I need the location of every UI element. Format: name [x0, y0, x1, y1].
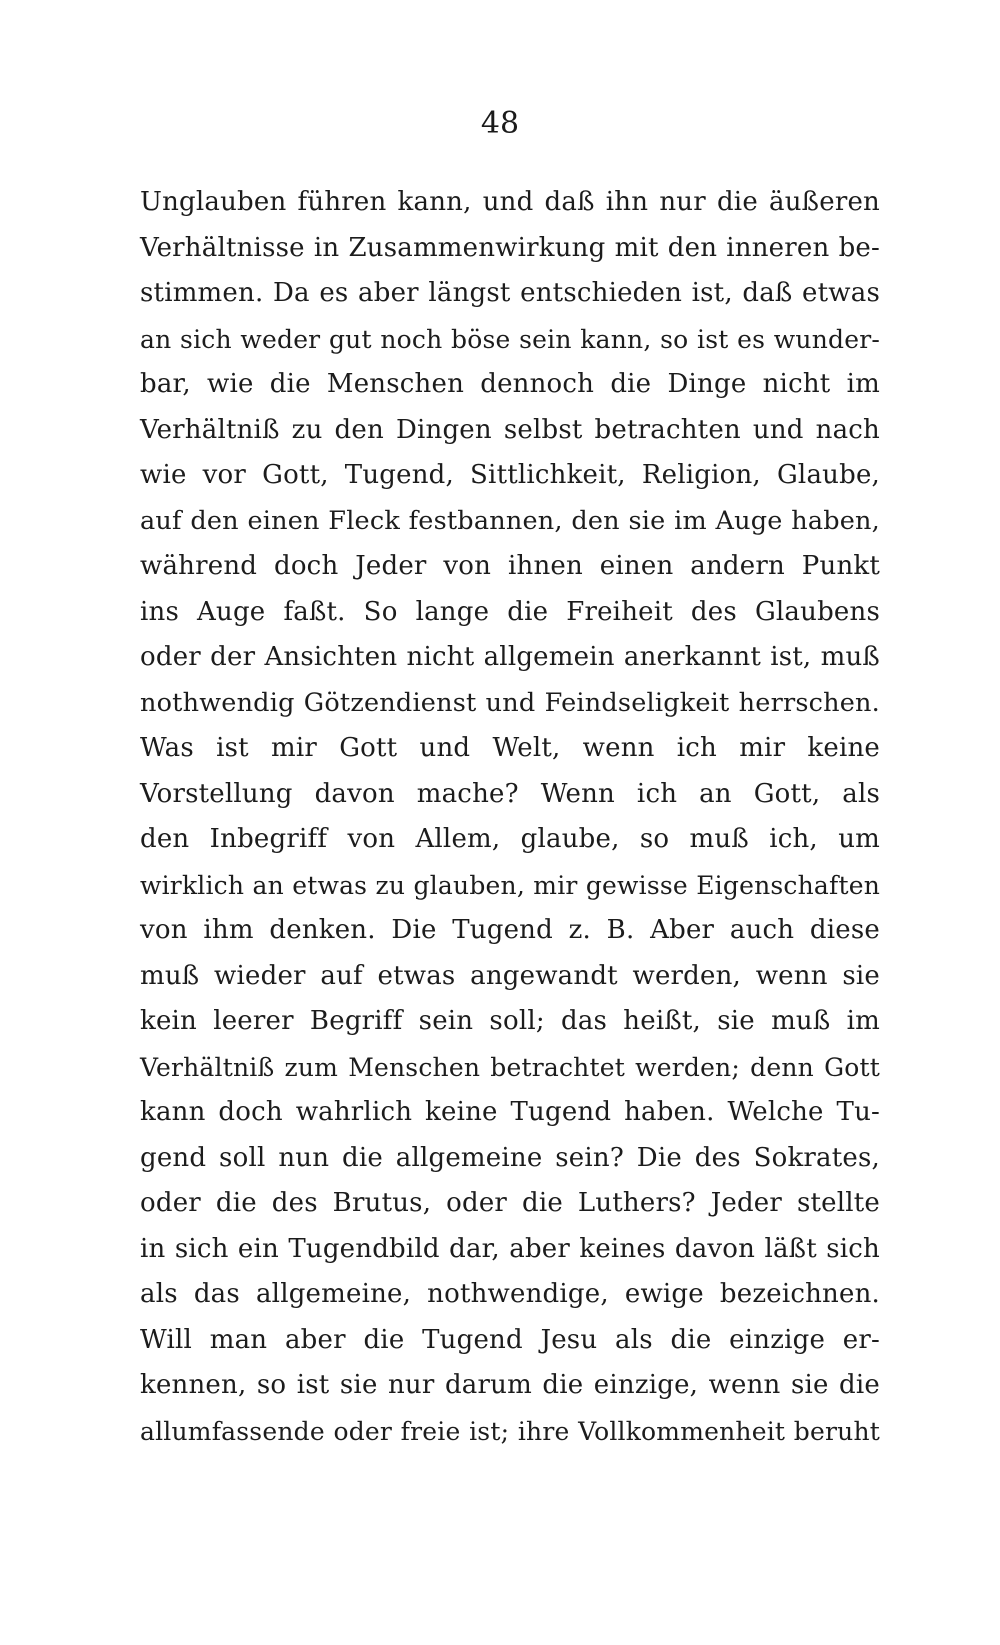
text-line: oder die des Brutus, oder die Luthers? Jeder stellte: [140, 1188, 880, 1218]
text-line: Verhältniß zu den Dingen selbst betrachten und nach: [140, 414, 880, 445]
text-line: stimmen. Da es aber längst entschieden ist, daß etwas: [140, 278, 880, 308]
text-line: an sich weder gut noch böse sein kann, so ist es wunder-: [140, 324, 880, 354]
text-line: Verhältnisse in Zusammenwirkung mit den inneren be-: [140, 232, 880, 263]
text-line: Verhältniß zum Menschen betrachtet werden; denn Gott: [140, 1052, 880, 1082]
text-line: bar, wie die Menschen dennoch die Dinge nicht im: [140, 369, 880, 399]
text-line: wirklich an etwas zu glauben, mir gewisse Eigenschaften: [140, 870, 880, 900]
text-line: Unglauben führen kann, und daß ihn nur die äußeren: [140, 187, 880, 217]
text-line: kann doch wahrlich keine Tugend haben. Welche Tu-: [140, 1097, 880, 1127]
text-line: kennen, so ist sie nur darum die einzige, wenn sie die: [140, 1370, 880, 1400]
text-line: Was ist mir Gott und Welt, wenn ich mir keine: [140, 733, 880, 763]
text-line: als das allgemeine, nothwendige, ewige bezeichnen.: [140, 1279, 880, 1309]
text-line: wie vor Gott, Tugend, Sittlichkeit, Religion, Glaube,: [140, 460, 880, 490]
text-line: oder der Ansichten nicht allgemein anerkannt ist, muß: [140, 642, 880, 672]
text-line: von ihm denken. Die Tugend z. B. Aber auch diese: [140, 915, 880, 945]
text-line: den Inbegriff von Allem, glaube, so muß ich, um: [140, 824, 880, 854]
page-number: 48: [480, 106, 520, 141]
text-line: nothwendig Götzendienst und Feindseligkeit herrschen.: [140, 687, 880, 718]
body-text: [140, 180, 880, 1454]
text-line: muß wieder auf etwas angewandt werden, wenn sie: [140, 960, 880, 991]
text-line: gend soll nun die allgemeine sein? Die des Sokrates,: [140, 1142, 880, 1173]
text-line: Vorstellung davon mache? Wenn ich an Gott, als: [140, 778, 880, 809]
text-line: kein leerer Begriff sein soll; das heißt, sie muß im: [140, 1006, 880, 1036]
text-line: Will man aber die Tugend Jesu als die einzige er-: [140, 1324, 880, 1355]
text-line: in sich ein Tugendbild dar, aber keines davon läßt sich: [140, 1233, 880, 1264]
text-line: ins Auge faßt. So lange die Freiheit des Glaubens: [140, 596, 880, 627]
text-line: allumfassende oder freie ist; ihre Vollkommenheit beruht: [140, 1416, 880, 1446]
text-line: auf den einen Fleck festbannen, den sie im Auge haben,: [140, 505, 880, 536]
text-line: während doch Jeder von ihnen einen andern Punkt: [140, 551, 880, 581]
